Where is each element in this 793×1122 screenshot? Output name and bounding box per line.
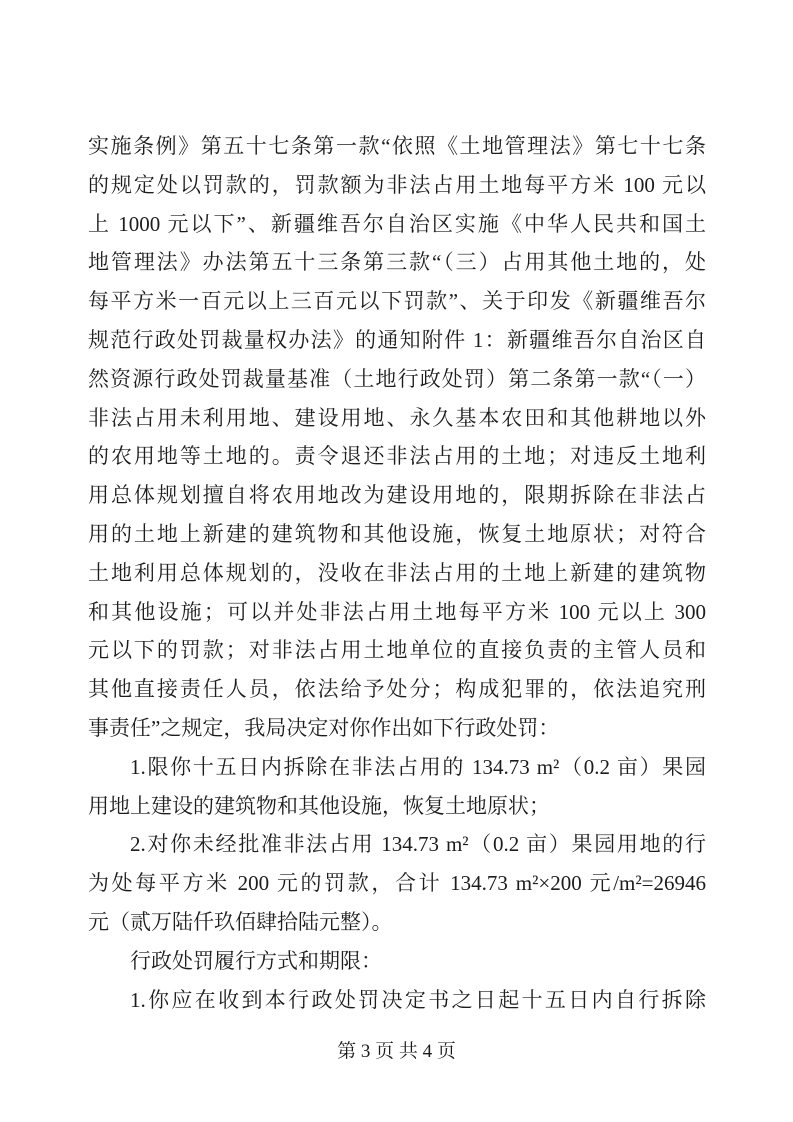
document-line: 2.对你未经批准非法占用 134.73 m²（0.2 亩）果园用地的行	[130, 832, 706, 857]
document-line: 事责任”之规定，我局决定对你作出如下行政处罚：	[88, 715, 560, 740]
document-line: 实施条例》第五十七条第一款“依照《土地管理法》第七十七条	[88, 134, 706, 158]
document-line: 行政处罚履行方式和期限：	[130, 948, 382, 973]
document-line: 的农用地等土地的。责令退还非法占用的土地；对违反土地利	[88, 444, 706, 469]
document-body	[88, 127, 706, 1019]
page-footer	[0, 1038, 793, 1066]
document-line: 1.你应在收到本行政处罚决定书之日起十五日内自行拆除	[130, 987, 706, 1012]
document-line: 土地利用总体规划的，没收在非法占用的土地上新建的建筑物	[88, 560, 706, 585]
document-line: 每平方米一百元以上三百元以下罚款”、关于印发《新疆维吾尔	[88, 289, 706, 314]
document-line: 和其他设施；可以并处非法占用土地每平方米 100 元以上 300	[88, 599, 706, 624]
document-line: 用的土地上新建的建筑物和其他设施，恢复土地原状；对符合	[88, 521, 706, 546]
document-line: 规范行政处罚裁量权办法》的通知附件 1：新疆维吾尔自治区自	[88, 327, 706, 352]
document-line: 元（贰万陆仟玖佰肆拾陆元整）。	[88, 909, 393, 934]
document-line: 然资源行政处罚裁量基准（土地行政处罚）第二条第一款“（一）	[88, 366, 706, 391]
document-line: 其他直接责任人员，依法给予处分；构成犯罪的，依法追究刑	[88, 677, 706, 702]
document-line: 1.限你十五日内拆除在非法占用的 134.73 m²（0.2 亩）果园	[130, 754, 706, 779]
document-line: 的规定处以罚款的，罚款额为非法占用土地每平方米 100 元以	[88, 172, 706, 197]
document-line: 用总体规划擅自将农用地改为建设用地的，限期拆除在非法占	[88, 483, 706, 508]
document-line: 上 1000 元以下”、新疆维吾尔自治区实施《中华人民共和国土	[88, 211, 706, 236]
document-line: 地管理法》办法第五十三条第三款“（三）占用其他土地的，处	[88, 250, 706, 275]
document-line: 用地上建设的建筑物和其他设施，恢复土地原状；	[88, 793, 550, 818]
document-line: 为处每平方米 200 元的罚款，合计 134.73 m²×200 元/m²=26946	[88, 871, 706, 896]
document-line: 元以下的罚款；对非法占用土地单位的直接负责的主管人员和	[88, 638, 706, 663]
document-line: 非法占用未利用地、建设用地、永久基本农田和其他耕地以外	[88, 405, 706, 430]
page-number-text: 第 3 页 共 4 页	[337, 1041, 456, 1062]
